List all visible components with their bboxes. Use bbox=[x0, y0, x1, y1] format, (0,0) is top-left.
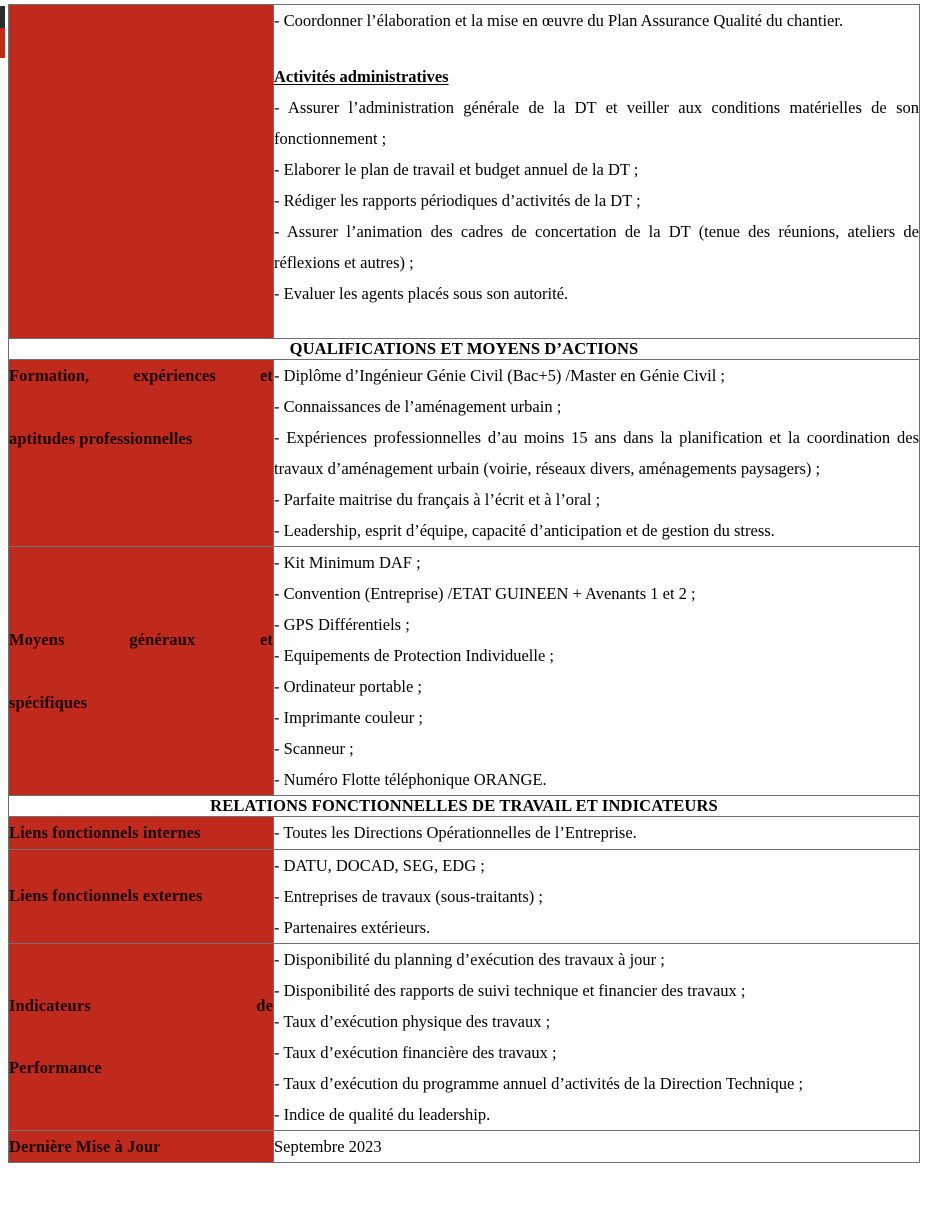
formation-item: - Connaissances de l’aménagement urbain ; bbox=[274, 397, 562, 417]
row-label-liens-externes-inner bbox=[9, 880, 273, 911]
row-label-moyens bbox=[9, 547, 274, 796]
liens-externes-item: - DATU, DOCAD, SEG, EDG ; bbox=[274, 855, 485, 875]
row-label-liens-externes bbox=[9, 849, 274, 943]
moyens-item: - GPS Différentiels ; bbox=[274, 615, 410, 635]
moyens-item: - Convention (Entreprise) /ETAT GUINEEN + Avenants 1 et 2 ; bbox=[274, 584, 696, 604]
formation-item: - Leadership, esprit d’équipe, capacité d’anticipation et de gestion du stress. bbox=[274, 521, 775, 541]
row-label-liens-internes-inner bbox=[9, 817, 273, 848]
activities-subheading bbox=[274, 61, 919, 92]
moyens-item: - Ordinateur portable ; bbox=[274, 677, 422, 697]
table-row-section-qualifications bbox=[9, 339, 920, 360]
indicateur-item: - Indice de qualité du leadership. bbox=[274, 1104, 491, 1124]
liens-internes-item: - Toutes les Directions Opérationnelles de l’Entreprise. bbox=[274, 823, 637, 843]
activity-item: - Evaluer les agents placés sous son autorité. bbox=[274, 283, 569, 303]
row-label-moyens-line1: Moyens généraux et bbox=[9, 630, 273, 650]
row-content-liens-internes bbox=[274, 817, 920, 849]
table-row-liens-internes bbox=[9, 817, 920, 849]
row-label-formation-line1: Formation, expériences et bbox=[9, 366, 273, 385]
formation-item: - Expériences professionnelles d’au moins 15 ans dans la planification et la coordination des travaux d’aménagement urbain (voirie, réseaux divers, aménagements paysagers) ; bbox=[274, 428, 919, 479]
row-content-activities bbox=[274, 5, 920, 339]
row-label-formation-line2: aptitudes professionnelles bbox=[9, 428, 193, 448]
row-label-liens-internes bbox=[9, 817, 274, 849]
section-header-qualifications: QUALIFICATIONS ET MOYENS D’ACTIONS bbox=[9, 339, 920, 360]
row-label-moyens-line2: spécifiques bbox=[9, 692, 88, 712]
row-content-derniere-maj bbox=[274, 1130, 920, 1162]
table-row-section-relations bbox=[9, 796, 920, 817]
moyens-item: - Imprimante couleur ; bbox=[274, 708, 423, 728]
formation-item: - Parfaite maitrise du français à l’écrit et à l’oral ; bbox=[274, 490, 601, 510]
moyens-item: - Numéro Flotte téléphonique ORANGE. bbox=[274, 770, 547, 790]
clipped-glyph-dark bbox=[0, 6, 5, 32]
indicateur-item: - Disponibilité du planning d’exécution des travaux à jour ; bbox=[274, 949, 665, 969]
moyens-item: - Equipements de Protection Individuelle ; bbox=[274, 646, 554, 666]
row-label-indicateurs bbox=[9, 943, 274, 1130]
liens-externes-item: - Partenaires extérieurs. bbox=[274, 917, 431, 937]
paragraph-spacer bbox=[274, 36, 919, 61]
row-label-indicateurs-line2: Performance bbox=[9, 1058, 102, 1078]
clipped-glyph-red bbox=[0, 28, 5, 58]
moyens-item: - Kit Minimum DAF ; bbox=[274, 553, 421, 573]
row-label-liens-internes-text: Liens fonctionnels internes bbox=[9, 823, 201, 843]
activity-item: - Assurer l’animation des cadres de concertation de la DT (tenue des réunions, ateliers de réflexions et autres) ; bbox=[274, 221, 919, 272]
table-row-liens-externes bbox=[9, 849, 920, 943]
row-label-derniere-maj bbox=[9, 1130, 274, 1162]
table-row-formation bbox=[9, 360, 920, 547]
liens-externes-item: - Entreprises de travaux (sous-traitants) ; bbox=[274, 886, 543, 906]
table-row-derniere-maj bbox=[9, 1130, 920, 1162]
activity-item: - Rédiger les rapports périodiques d’activités de la DT ; bbox=[274, 190, 641, 210]
table-row-activities bbox=[9, 5, 920, 339]
row-label-derniere-maj-text: Dernière Mise à Jour bbox=[9, 1136, 161, 1156]
row-label-moyens-inner bbox=[9, 624, 273, 718]
row-label-derniere-maj-inner bbox=[9, 1131, 273, 1162]
table-row-indicateurs bbox=[9, 943, 920, 1130]
row-label-formation-inner bbox=[9, 360, 273, 454]
indicateur-item: - Taux d’exécution financière des travaux ; bbox=[274, 1042, 557, 1062]
activity-item: - Coordonner l’élaboration et la mise en œuvre du Plan Assurance Qualité du chantier. bbox=[274, 11, 844, 30]
job-description-table bbox=[8, 4, 920, 1163]
row-content-moyens bbox=[274, 547, 920, 796]
row-label-activities bbox=[9, 5, 274, 339]
formation-item: - Diplôme d’Ingénieur Génie Civil (Bac+5) /Master en Génie Civil ; bbox=[274, 366, 726, 385]
activity-item: - Assurer l’administration générale de la DT et veiller aux conditions matérielles de son fonctionnement ; bbox=[274, 97, 919, 148]
derniere-maj-value: Septembre 2023 bbox=[274, 1136, 382, 1156]
row-label-indicateurs-line1: Indicateurs de bbox=[9, 995, 273, 1015]
moyens-item: - Scanneur ; bbox=[274, 739, 354, 759]
row-content-formation bbox=[274, 360, 920, 547]
row-label-formation bbox=[9, 360, 274, 547]
activities-subheading-text: Activités administratives bbox=[274, 66, 449, 86]
row-content-liens-externes bbox=[274, 849, 920, 943]
section-header-relations: RELATIONS FONCTIONNELLES DE TRAVAIL ET INDICATEURS bbox=[9, 796, 920, 817]
row-label-liens-externes-text: Liens fonctionnels externes bbox=[9, 886, 203, 906]
activity-item: - Elaborer le plan de travail et budget annuel de la DT ; bbox=[274, 159, 639, 179]
table-row-moyens bbox=[9, 547, 920, 796]
row-content-indicateurs bbox=[274, 943, 920, 1130]
indicateur-item: - Taux d’exécution physique des travaux ; bbox=[274, 1011, 551, 1031]
indicateur-item: - Taux d’exécution du programme annuel d’activités de la Direction Technique ; bbox=[274, 1073, 804, 1093]
row-label-indicateurs-inner bbox=[9, 990, 273, 1084]
indicateur-item: - Disponibilité des rapports de suivi technique et financier des travaux ; bbox=[274, 980, 746, 1000]
